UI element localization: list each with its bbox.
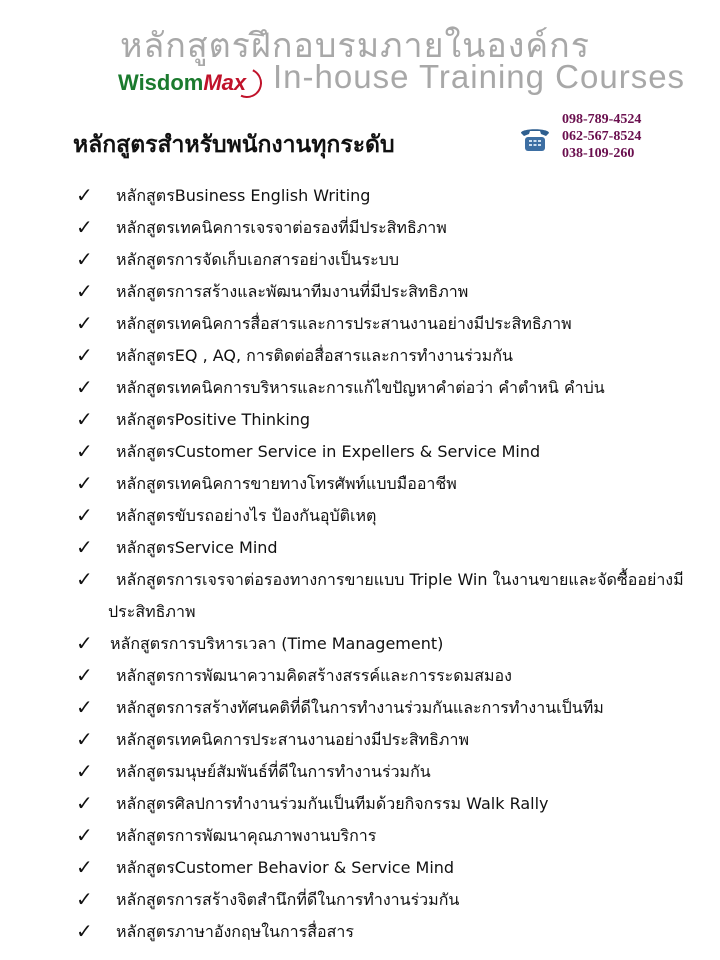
- check-icon: ✓: [76, 919, 93, 943]
- check-icon: ✓: [76, 183, 93, 207]
- check-icon: ✓: [76, 759, 93, 783]
- course-item: [76, 244, 696, 276]
- course-item: [76, 724, 696, 756]
- course-item: [76, 404, 696, 436]
- header-thai-title: หลักสูตรฝึกอบรมภายในองค์กร: [120, 26, 590, 66]
- course-item: [76, 852, 696, 884]
- course-item: [76, 628, 696, 660]
- course-label: หลักสูตรการสร้างจิตสำนึกที่ดีในการทำงานร่วมกัน: [116, 890, 460, 909]
- course-item: [76, 756, 696, 788]
- course-label: หลักสูตรเทคนิคการขายทางโทรศัพท์แบบมืออาชีพ: [116, 474, 457, 493]
- check-icon: ✓: [76, 439, 93, 463]
- check-icon: ✓: [76, 375, 93, 399]
- header-english-title: In-house Training Courses: [273, 58, 686, 95]
- course-label: หลักสูตรService Mind: [116, 538, 278, 557]
- logo-text-max: Max: [203, 70, 247, 95]
- phone-numbers: [562, 111, 641, 162]
- course-label: หลักสูตรPositive Thinking: [116, 410, 311, 429]
- check-icon: ✓: [76, 823, 93, 847]
- check-icon: ✓: [76, 343, 93, 367]
- course-item: [76, 372, 696, 404]
- course-label: หลักสูตรCustomer Behavior & Service Mind: [116, 858, 455, 877]
- course-label: หลักสูตรการจัดเก็บเอกสารอย่างเป็นระบบ: [116, 250, 400, 269]
- course-item: [76, 500, 696, 532]
- check-icon: ✓: [76, 471, 93, 495]
- course-label: หลักสูตรศิลปการทำงานร่วมกันเป็นทีมด้วยกิจกรรม Walk Rally: [116, 794, 549, 813]
- check-icon: ✓: [76, 311, 93, 335]
- course-item: [76, 564, 696, 628]
- course-label: หลักสูตรเทคนิคการบริหารและการแก้ไขปัญหาคำต่อว่า คำตำหนิ คำบ่น: [116, 378, 605, 397]
- check-icon: ✓: [76, 727, 93, 751]
- check-icon: ✓: [76, 503, 93, 527]
- course-list: [76, 180, 696, 948]
- phone-number: 038-109-260: [562, 146, 635, 161]
- course-item: [76, 180, 696, 212]
- telephone-icon: [518, 124, 552, 154]
- course-label: หลักสูตรCustomer Service in Expellers & Service Mind: [116, 442, 541, 461]
- course-item: [76, 660, 696, 692]
- check-icon: ✓: [76, 887, 93, 911]
- phone-number: 062-567-8524: [562, 129, 642, 144]
- course-item: [76, 308, 696, 340]
- course-item: [76, 692, 696, 724]
- course-item: [76, 532, 696, 564]
- course-label: หลักสูตรเทคนิคการประสานงานอย่างมีประสิทธิภาพ: [116, 730, 470, 749]
- course-label: หลักสูตรการบริหารเวลา (Time Management): [110, 634, 444, 653]
- course-label: หลักสูตรขับรถอย่างไร ป้องกันอุบัติเหตุ: [116, 506, 377, 525]
- check-icon: ✓: [76, 791, 93, 815]
- course-item: [76, 276, 696, 308]
- check-icon: ✓: [76, 631, 93, 655]
- course-item: [76, 340, 696, 372]
- check-icon: ✓: [76, 247, 93, 271]
- course-label: หลักสูตรการพัฒนาคุณภาพงานบริการ: [116, 826, 377, 845]
- check-icon: ✓: [76, 567, 93, 591]
- course-item: [76, 212, 696, 244]
- course-item: [76, 820, 696, 852]
- check-icon: ✓: [76, 663, 93, 687]
- course-label: หลักสูตรBusiness English Writing: [116, 186, 371, 205]
- course-item: [76, 468, 696, 500]
- course-label: หลักสูตรการสร้างทัศนคติที่ดีในการทำงานร่วมกันและการทำงานเป็นทีม: [116, 698, 604, 717]
- course-label-line-1: หลักสูตรการเจรจาต่อรองทางการขายแบบ Triple Win ในงานขายและจัดซื้ออย่างมี: [116, 570, 684, 589]
- wisdommax-logo: [118, 66, 262, 100]
- course-label: หลักสูตรเทคนิคการเจรจาต่อรองที่มีประสิทธิภาพ: [116, 218, 447, 237]
- logo-text-wisdom: Wisdom: [118, 70, 204, 95]
- check-icon: ✓: [76, 279, 93, 303]
- check-icon: ✓: [76, 407, 93, 431]
- check-icon: ✓: [76, 215, 93, 239]
- course-item: [76, 436, 696, 468]
- course-label: หลักสูตรการสร้างและพัฒนาทีมงานที่มีประสิทธิภาพ: [116, 282, 469, 301]
- course-label: [108, 564, 696, 628]
- course-item: [76, 884, 696, 916]
- check-icon: ✓: [76, 855, 93, 879]
- course-label: หลักสูตรเทคนิคการสื่อสารและการประสานงานอย่างมีประสิทธิภาพ: [116, 314, 572, 333]
- course-item: [76, 916, 696, 948]
- phone-number: 098-789-4524: [562, 112, 642, 127]
- course-label: หลักสูตรมนุษย์สัมพันธ์ที่ดีในการทำงานร่วมกัน: [116, 762, 431, 781]
- course-label: หลักสูตรEQ , AQ, การติดต่อสื่อสารและการทำงานร่วมกัน: [116, 346, 513, 365]
- check-icon: ✓: [76, 535, 93, 559]
- course-label-line-2: ประสิทธิภาพ: [108, 602, 196, 621]
- course-label: หลักสูตรการพัฒนาความคิดสร้างสรรค์และการระดมสมอง: [116, 666, 512, 685]
- course-label: หลักสูตรภาษาอังกฤษในการสื่อสาร: [116, 922, 354, 941]
- check-icon: ✓: [76, 695, 93, 719]
- section-title: หลักสูตรสำหรับพนักงานทุกระดับ: [73, 132, 395, 158]
- course-item: [76, 788, 696, 820]
